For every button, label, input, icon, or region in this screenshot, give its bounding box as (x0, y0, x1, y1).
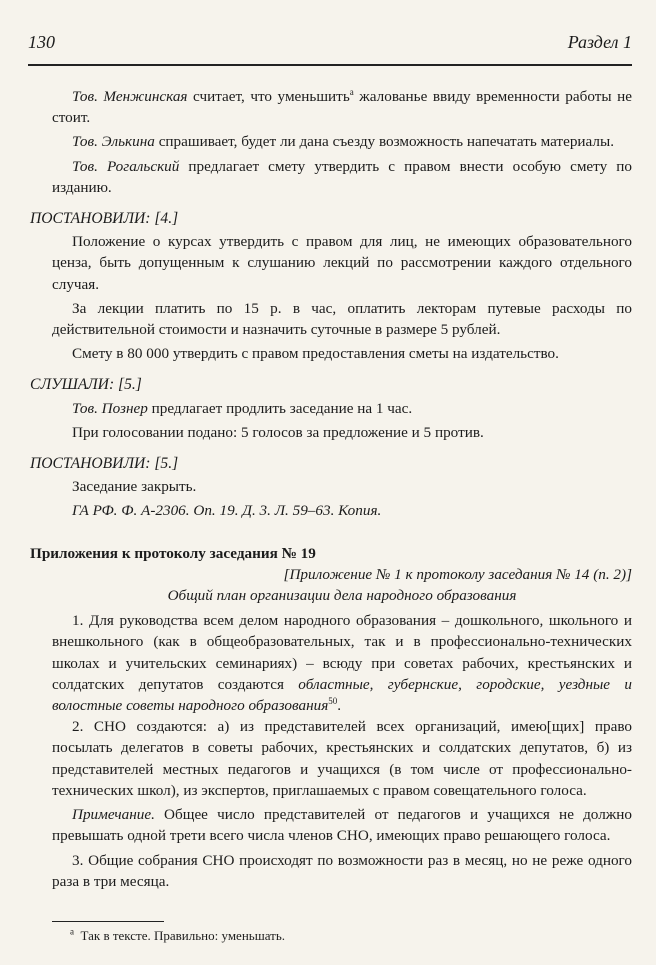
paragraph-rogalsky: Тов. Рогальский предлагает смету утвердить с правом внести особую смету по изданию. (52, 157, 632, 196)
paragraph-pozner: Тов. Познер предлагает продлить заседание на 1 час. (72, 399, 413, 417)
footnote (70, 928, 285, 944)
section-label: Раздел 1 (567, 32, 632, 52)
section-heading-resolved-4: ПОСТАНОВИЛИ: [4.] (30, 210, 179, 228)
section-heading-heard-5: СЛУШАЛИ: [5.] (30, 376, 142, 394)
paragraph-courses: Положение о курсах утвердить с правом для лиц, не имеющих образовательного ценза, быть допущенным к слушанию лекций по рассмотрении каждого отдельного случая. (52, 233, 632, 293)
footnote-text: Так в тексте. Правильно: уменьшать. (80, 928, 286, 943)
appendix-reference: [Приложение № 1 к протоколу заседания № 14 (п. 2)] (283, 565, 632, 583)
paragraph-lectures: За лекции платить по 15 р. в час, оплатить лекторам путевые расходы по действительной стоимости и назначить суточные в размере 5 рублей. (52, 299, 632, 339)
speaker-name: Тов. Элькина (72, 133, 155, 151)
plan-item-3: 3. Общие собрания СНО происходят по возможности раз в месяц, но не реже одного раза в три месяца. (52, 851, 632, 890)
plan-note: Примечание. Общее число представителей от педагогов и учащихся не должно превышать одной трети всего числа членов СНО, имеющих право решающего голоса. (52, 806, 632, 845)
paragraph-vote: При голосовании подано: 5 голосов за предложение и 5 против. (72, 423, 484, 441)
appendix-title: Приложения к протоколу заседания № 19 (30, 544, 316, 562)
page-number: 130 (28, 32, 55, 52)
header-rule (28, 64, 632, 66)
speaker-name: Тов. Познер (72, 399, 148, 417)
note-label: Примечание. (72, 806, 155, 824)
footnote-mark: а (349, 86, 354, 97)
appendix-subtitle: Общий план организации дела народного образования (167, 587, 517, 605)
footnote-mark: а (70, 926, 74, 937)
paragraph-close: Заседание закрыть. (72, 478, 197, 496)
paragraph-menzhinskaya: Тов. Менжинская считает, что уменьшить$^а$ жалованье ввиду временности работы не стоит. (52, 86, 632, 127)
section-heading-resolved-5: ПОСТАНОВИЛИ: [5.] (30, 455, 179, 473)
paragraph-budget: Смету в 80 000 утвердить с правом предоставления сметы на издательство. (72, 345, 559, 363)
plan-item-1: 1. Для руководства всем делом народного образования – дошкольного, школьного и внешкольного (как в общеобразовательных, так и в профессионально-технических школах и учительских семинариях) – всюду при советах рабочих, крестьянских и солдатских депутатов создаются областные, губернские, городские, уездные и волостные советы народного образования$^{50}$. (52, 612, 632, 715)
speaker-name: Тов. Менжинская (72, 88, 188, 105)
paragraph-elkina: Тов. Элькина спрашивает, будет ли дана съезду возможность напечатать материалы. (72, 133, 614, 151)
page-content (30, 86, 632, 892)
endnote-mark: 50 (328, 696, 338, 707)
plan-item-2: 2. СНО создаются: а) из представителей всех организаций, имею[щих] право посылать делегатов в советы рабочих, крестьянских и солдатских депутатов, б) из представителей местных педагогов и учащихся (в том числе от профессионально-технических школ), из экспертов, приглашаемых с правом совещательного голоса. (52, 718, 632, 799)
page-header (28, 32, 632, 53)
footnote-rule (52, 921, 164, 922)
speaker-name: Тов. Рогальский (72, 157, 180, 175)
archive-source: ГА РФ. Ф. А-2306. Оп. 19. Д. 3. Л. 59–63. Копия. (72, 502, 382, 520)
